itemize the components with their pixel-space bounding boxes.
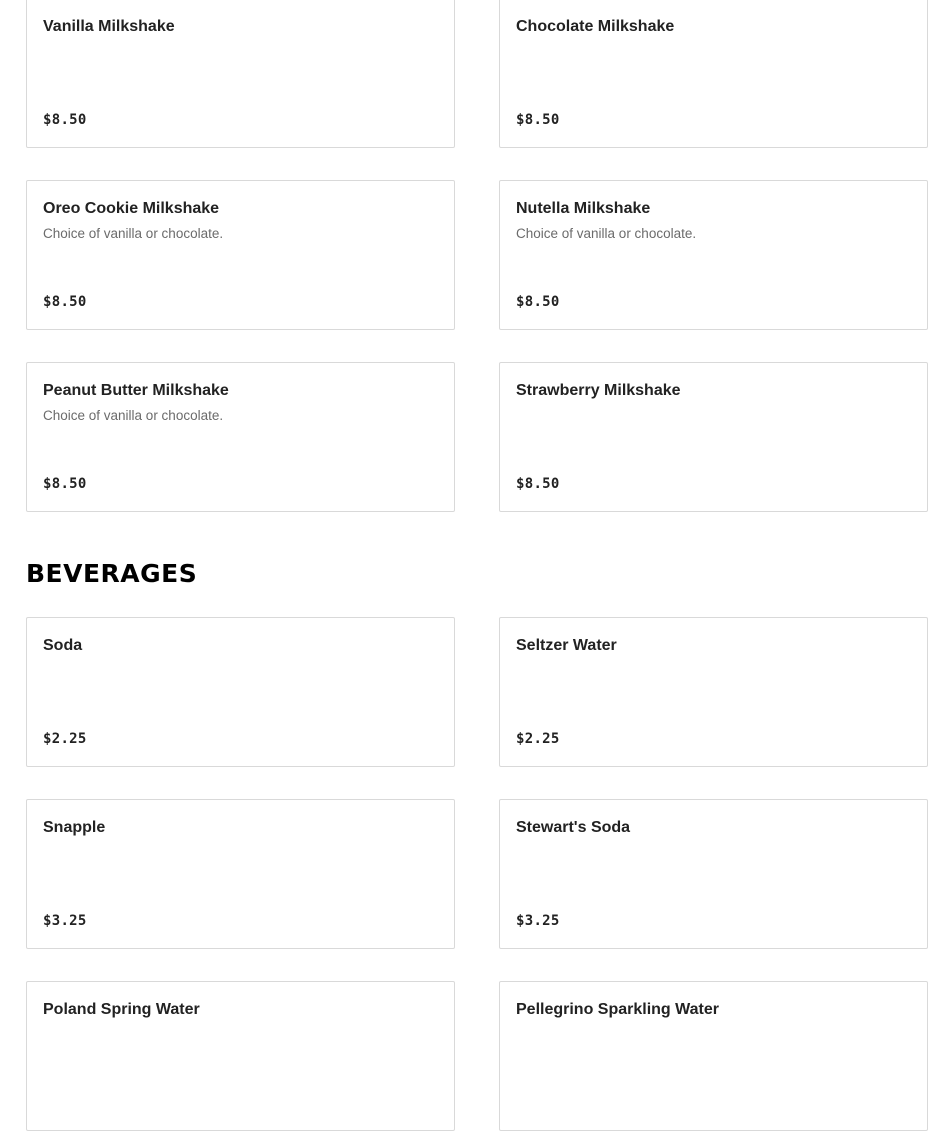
menu-item-card[interactable] bbox=[26, 0, 455, 148]
menu-item-card[interactable] bbox=[499, 981, 928, 1131]
menu-item-price: $8.50 bbox=[43, 476, 87, 492]
menu-item-price: $8.50 bbox=[516, 476, 560, 492]
menu-item-name: Snapple bbox=[43, 819, 106, 836]
section-title: BEVERAGES bbox=[26, 559, 198, 588]
menu-item-name: Pellegrino Sparkling Water bbox=[516, 1001, 720, 1018]
menu-item-card[interactable] bbox=[499, 362, 928, 512]
menu-item-card[interactable] bbox=[499, 180, 928, 330]
menu-section-beverages bbox=[0, 559, 950, 1131]
menu-item-price: $3.25 bbox=[43, 913, 87, 929]
menu-item-name: Stewart's Soda bbox=[516, 819, 631, 836]
menu-item-price: $8.50 bbox=[43, 112, 87, 128]
menu-item-card[interactable] bbox=[26, 981, 455, 1131]
menu-item-card[interactable] bbox=[26, 362, 455, 512]
menu-item-description: Choice of vanilla or chocolate. bbox=[43, 408, 224, 423]
menu-item-name: Nutella Milkshake bbox=[516, 200, 651, 217]
menu-item-price: $2.25 bbox=[43, 731, 87, 747]
menu-item-card[interactable] bbox=[499, 0, 928, 148]
menu-item-price: $8.50 bbox=[516, 294, 560, 310]
menu-item-name: Peanut Butter Milkshake bbox=[43, 382, 229, 399]
menu-item-card[interactable] bbox=[26, 799, 455, 949]
menu-item-price: $8.50 bbox=[516, 112, 560, 128]
menu-item-card[interactable] bbox=[499, 799, 928, 949]
menu-item-description: Choice of vanilla or chocolate. bbox=[43, 226, 224, 241]
menu-item-name: Vanilla Milkshake bbox=[43, 18, 175, 35]
menu-item-price: $8.50 bbox=[43, 294, 87, 310]
menu-item-description: Choice of vanilla or chocolate. bbox=[516, 226, 697, 241]
menu-item-name: Oreo Cookie Milkshake bbox=[43, 200, 220, 217]
menu-item-grid bbox=[26, 617, 928, 1131]
menu-item-grid bbox=[26, 0, 928, 512]
menu-item-name: Chocolate Milkshake bbox=[516, 18, 675, 35]
menu-item-name: Soda bbox=[43, 637, 83, 654]
menu-item-name: Poland Spring Water bbox=[43, 1001, 200, 1018]
menu-item-price: $3.25 bbox=[516, 913, 560, 929]
menu-item-card[interactable] bbox=[499, 617, 928, 767]
menu-item-card[interactable] bbox=[26, 180, 455, 330]
menu-item-price: $2.25 bbox=[516, 731, 560, 747]
menu-section-milkshakes bbox=[0, 0, 950, 512]
menu-item-card[interactable] bbox=[26, 617, 455, 767]
menu-item-name: Strawberry Milkshake bbox=[516, 382, 681, 399]
menu-item-name: Seltzer Water bbox=[516, 637, 617, 654]
